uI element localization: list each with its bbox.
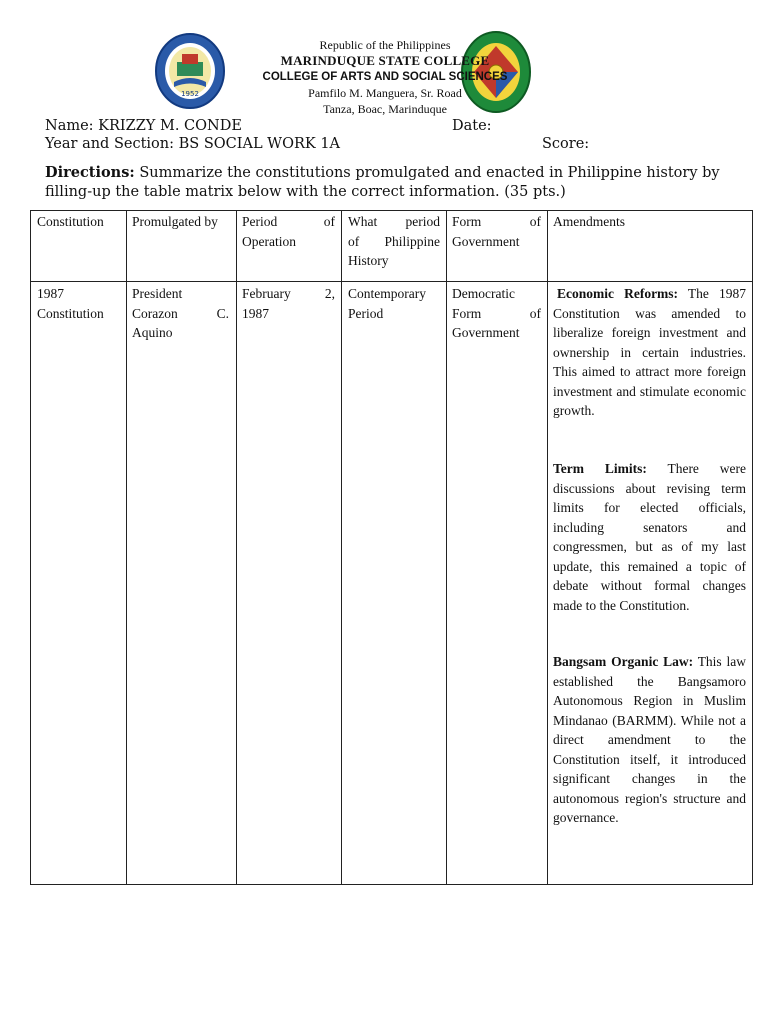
score-label: Score: bbox=[542, 136, 590, 152]
cell-form-line-3: Government bbox=[452, 325, 520, 340]
directions bbox=[45, 163, 745, 202]
cell-period-of-operation bbox=[242, 284, 335, 323]
column-divider bbox=[126, 211, 127, 884]
date-label: Date: bbox=[452, 118, 492, 134]
header-form-line-1: Form of bbox=[452, 214, 541, 229]
cell-promulgated-by bbox=[132, 284, 229, 343]
column-divider bbox=[446, 211, 447, 884]
address-line-1: Pamfilo M. Manguera, Sr. Road bbox=[308, 86, 462, 100]
name-line bbox=[45, 118, 242, 134]
header-what-period-line-1: What period bbox=[348, 214, 440, 229]
section-line bbox=[45, 136, 340, 152]
directions-label: Directions: bbox=[45, 164, 135, 181]
department-name: COLLEGE OF ARTS AND SOCIAL SCIENCES bbox=[262, 71, 508, 83]
column-divider bbox=[341, 211, 342, 884]
header-what-period bbox=[348, 212, 440, 271]
cell-constitution-line-2: Constitution bbox=[37, 305, 104, 321]
name-label: Name: bbox=[45, 118, 94, 134]
header-constitution: Constitution bbox=[37, 214, 104, 229]
column-divider bbox=[236, 211, 237, 884]
college-seal-logo bbox=[154, 32, 226, 110]
header-form-of-government bbox=[452, 212, 541, 251]
amendment-text: The 1987 Constitution was amended to liberalize foreign investment and ownership in certain industries. This aimed to attract more foreign investment and stimulate economic growth. bbox=[553, 286, 746, 418]
name-value: KRIZZY M. CONDE bbox=[98, 118, 242, 134]
cell-form-line-2: Form of bbox=[452, 305, 541, 321]
header-period-line-2: Operation bbox=[242, 233, 296, 249]
section-label: Year and Section: bbox=[45, 136, 175, 152]
cell-what-period bbox=[348, 284, 440, 323]
college-name: MARINDUQUE STATE COLLEGE bbox=[280, 53, 490, 68]
cell-constitution bbox=[37, 284, 122, 323]
amendment-title: Economic Reforms: bbox=[557, 286, 679, 301]
republic-line: Republic of the Philippines bbox=[319, 38, 451, 52]
column-divider bbox=[547, 211, 548, 884]
cell-promulgated-line-2: Corazon C. bbox=[132, 305, 229, 321]
cell-form-of-government bbox=[452, 284, 541, 343]
cell-period-line-1: February 2, bbox=[242, 286, 335, 301]
header-promulgated-by: Promulgated by bbox=[132, 214, 218, 229]
constitution-matrix-table bbox=[30, 210, 753, 885]
cell-history-line-1: Contemporary bbox=[348, 286, 426, 301]
address-line-2: Tanza, Boac, Marinduque bbox=[323, 102, 447, 116]
amendment-title: Term Limits: bbox=[553, 461, 647, 476]
header-what-period-line-2: of Philippine bbox=[348, 233, 440, 249]
section-value: BS SOCIAL WORK 1A bbox=[178, 136, 341, 152]
college-seal-year: 1952 bbox=[181, 90, 199, 98]
cell-constitution-line-1: 1987 bbox=[37, 286, 64, 301]
header-period-line-1: Period of bbox=[242, 214, 335, 229]
header-row-divider bbox=[31, 281, 752, 282]
amendment-bangsam-organic-law bbox=[553, 652, 746, 828]
cell-promulgated-line-3: Aquino bbox=[132, 325, 173, 340]
cell-period-line-2: 1987 bbox=[242, 305, 269, 321]
cell-form-line-1: Democratic bbox=[452, 286, 515, 301]
header-period-of-operation bbox=[242, 212, 335, 251]
amendment-title: Bangsam Organic Law: bbox=[553, 654, 694, 669]
amendment-text: There were discussions about revising term limits for elected officials, including senators and congressmen, but as of my last update, this remained a topic of debate without formal changes made to the Constitution. bbox=[553, 461, 746, 613]
college-seal-icon bbox=[154, 32, 226, 110]
cell-promulgated-line-1: President bbox=[132, 286, 183, 301]
letterhead bbox=[230, 37, 540, 117]
amendment-term-limits bbox=[553, 459, 746, 615]
header-what-period-line-3: History bbox=[348, 253, 389, 268]
amendment-text: This law established the Bangsamoro Autonomous Region in Muslim Mindanao (BARMM). While not a direct amendment to the Constitution itself, it introduced significant changes in the autonomous region's structure and governance. bbox=[553, 654, 746, 825]
header-amendments: Amendments bbox=[553, 214, 625, 229]
cell-history-line-2: Period bbox=[348, 305, 384, 321]
amendment-economic-reforms bbox=[553, 284, 746, 421]
directions-text-2: filling-up the table matrix below with the correct information. (35 pts.) bbox=[45, 184, 566, 200]
directions-text-1: Summarize the constitutions promulgated and enacted in Philippine history by bbox=[139, 165, 720, 181]
header-form-line-2: Government bbox=[452, 233, 520, 249]
